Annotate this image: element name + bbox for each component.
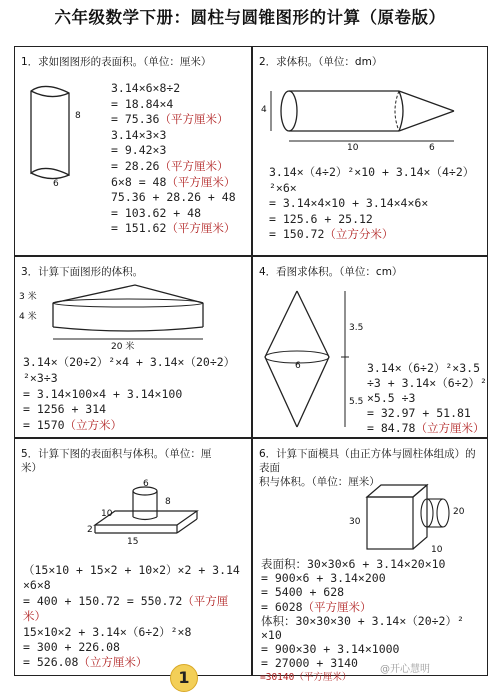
solution-unit: （平方厘米） [159, 159, 229, 173]
length-label: 15 [127, 537, 139, 547]
solution-unit: 米） [23, 609, 46, 624]
solution-text: = 125.6 + 25.12 [269, 211, 373, 226]
solution-text: 3.14×（6÷2）²×3.5 [367, 361, 481, 375]
problem-5 [15, 439, 251, 675]
solution-text: = 1256 + 314 [23, 402, 107, 417]
problem-6 [253, 439, 489, 675]
diameter-label: 6 [295, 361, 301, 371]
solution-text: 体积：30×30×30 + 3.14×（20÷2）² [261, 613, 464, 628]
solution-line [23, 418, 122, 433]
problem-3 [15, 257, 251, 437]
cube-with-cylinder-figure [361, 477, 481, 557]
solution-line [261, 628, 282, 643]
solution-unit: （平方厘米） [166, 174, 236, 189]
solution-line [261, 614, 464, 629]
solution-text: = 900×6 + 3.14×200 [261, 571, 386, 586]
solution-unit: （平方厘米） [166, 221, 236, 236]
solution-text: 6×8 = 48 [111, 174, 167, 189]
solution-unit: （立方厘米） [78, 655, 148, 670]
problem-6-heading-line2: 积与体积。（单位：厘米） [259, 476, 380, 488]
solution-text: 75.36 + 28.26 + 48 [111, 190, 236, 205]
solution-text: ²×6× [269, 180, 297, 195]
solution-line [261, 571, 386, 586]
solution-text: ×5.5 ÷3 [367, 391, 416, 405]
thickness-label: 2 [87, 525, 93, 535]
solution-text: = 526.08 [23, 655, 79, 670]
problem-grid [14, 46, 488, 676]
cube-edge-label: 30 [349, 517, 361, 527]
solution-text: = 900×30 + 3.14×1000 [261, 642, 400, 657]
solution-text: = 103.62 + 48 [111, 205, 202, 220]
solution-text: 3.14×6×8÷2 [111, 81, 181, 95]
cylinder-length-label: 10 [347, 143, 359, 153]
solution-line [23, 655, 147, 670]
solution-text: = 75.36 [111, 112, 160, 127]
solution-line [23, 609, 46, 624]
problem-4-heading: 4．看图求体积。（单位：cm） [259, 266, 403, 278]
solution-text: = 32.97 + 51.81 [367, 406, 471, 420]
solution-line [367, 421, 484, 436]
solution-line [111, 221, 235, 236]
upper-height-label: 3.5 [349, 323, 364, 333]
cylinder-height-label: 8 [165, 497, 171, 507]
solution-text: = 5400 + 628 [261, 585, 345, 600]
solution-text: = 27000 + 3140 [261, 656, 358, 671]
cylinder-diameter-label: 20 [453, 507, 465, 517]
solution-line [367, 406, 471, 421]
solution-line [111, 97, 173, 112]
solution-text: 3.14×（4÷2）²×10 + 3.14×（4÷2） [269, 165, 475, 179]
solution-line [111, 159, 228, 174]
solution-line [23, 387, 182, 402]
solution-line [269, 227, 393, 242]
solution-line [261, 585, 344, 600]
solution-text: ×10 [261, 628, 282, 642]
solution-line [111, 175, 235, 190]
solution-line [23, 371, 58, 386]
problem-1-heading: 1．求如图图形的表面积。（单位：厘米） [21, 56, 212, 68]
solution-unit: （立方厘米） [415, 421, 485, 435]
problem-1 [15, 47, 251, 255]
solution-text: 3.14×（20÷2）²×4 + 3.14×（20÷2） [23, 355, 236, 369]
solution-text: ÷3 + 3.14×（6÷2）² [367, 376, 487, 390]
solution-line [111, 206, 201, 221]
solution-line [269, 196, 428, 211]
solution-line [367, 391, 415, 406]
page-number-badge: 1 [170, 664, 198, 692]
solution-unit: （平方厘米） [302, 599, 372, 614]
width-label: 10 [101, 509, 113, 519]
solution-line [367, 361, 480, 376]
solution-text: = 18.84×4 [111, 96, 174, 111]
solution-line [23, 594, 228, 609]
solution-line [23, 563, 240, 578]
problem-3-heading: 3．计算下面图形的体积。 [21, 266, 144, 278]
page-title: 六年级数学下册：圆柱与圆锥图形的计算（原卷版） [54, 8, 446, 27]
solution-text: （15×10 + 15×2 + 10×2）×2 + 3.14 [23, 563, 240, 577]
solution-text: 表面积：30×30×6 + 3.14×20×10 [261, 557, 446, 571]
solution-text: = 400 + 150.72 = 550.72 [23, 593, 183, 608]
solution-text: ²×3÷3 [23, 370, 58, 385]
solution-line [23, 578, 51, 593]
height-label: 8 [75, 111, 81, 121]
solution-line [23, 625, 191, 640]
solution-text: = 84.78 [367, 421, 416, 435]
solution-text: = 9.42×3 [111, 143, 167, 158]
solution-line [23, 355, 235, 370]
solution-line [269, 181, 297, 196]
solution-unit: （立方米） [64, 418, 123, 433]
cylinder-height-label: 4 米 [19, 312, 37, 322]
problem-6-heading-line1: 6．计算下面模具（由正方体与圆柱体组成）的表面 [259, 448, 476, 474]
double-cone-figure [257, 283, 367, 433]
solution-text: 3.14×3×3 [111, 127, 167, 142]
solution-text: = 3.14×100×4 + 3.14×100 [23, 386, 183, 401]
problem-5-heading-line1: 5．计算下图的表面积与体积。（单位：厘 [21, 448, 212, 460]
problem-2-heading: 2．求体积。（单位：dm） [259, 56, 383, 68]
solution-line [261, 600, 372, 615]
problem-5-heading [21, 447, 247, 475]
solution-text: ×6×8 [23, 578, 51, 593]
diameter-label: 20 米 [111, 342, 135, 352]
solution-unit: （平方厘米） [159, 112, 229, 127]
cylinder-with-cone-figure [35, 283, 235, 343]
diameter-label: 6 [53, 179, 59, 189]
half-cylinder-figure [23, 79, 103, 209]
solution-text: = 150.72 [269, 227, 325, 242]
cylinder-length-label: 10 [431, 545, 443, 555]
solution-line [23, 402, 106, 417]
solution-text: = 151.62 [111, 221, 167, 236]
solution-line [269, 165, 474, 180]
solution-line [23, 640, 120, 655]
cylinder-diameter-label: 6 [143, 479, 149, 489]
solution-text: = 6028 [261, 599, 303, 614]
solution-unit: （立方分米） [324, 227, 394, 242]
solution-text: = 300 + 226.08 [23, 640, 120, 654]
solution-line [111, 128, 166, 143]
watermark: @开心慧明 [380, 664, 430, 675]
solution-text: = 28.26 [111, 159, 160, 173]
problem-4 [253, 257, 489, 437]
cylinder-cone-figure [259, 77, 479, 157]
problem-2 [253, 47, 489, 255]
solution-unit: （平方厘 [182, 593, 229, 608]
footer-calculation-line: =30140（平方厘米） [260, 672, 352, 683]
solution-line [269, 212, 373, 227]
solution-line [111, 143, 166, 158]
solution-line [111, 81, 180, 96]
solution-line [111, 112, 228, 127]
solution-text: 15×10×2 + 3.14×（6÷2）²×8 [23, 624, 192, 639]
solution-line [111, 190, 236, 205]
cone-height-label: 3 米 [19, 292, 37, 302]
solution-line [261, 642, 399, 657]
lower-height-label: 5.5 [349, 397, 364, 407]
solution-line [367, 376, 487, 391]
diameter-label: 4 [261, 105, 267, 115]
solution-text: = 1570 [23, 418, 65, 433]
cone-length-label: 6 [429, 143, 435, 153]
problem-5-heading-line2: 米） [21, 462, 42, 474]
solution-line [261, 557, 445, 572]
solution-text: = 3.14×4×10 + 3.14×4×6× [269, 196, 429, 211]
